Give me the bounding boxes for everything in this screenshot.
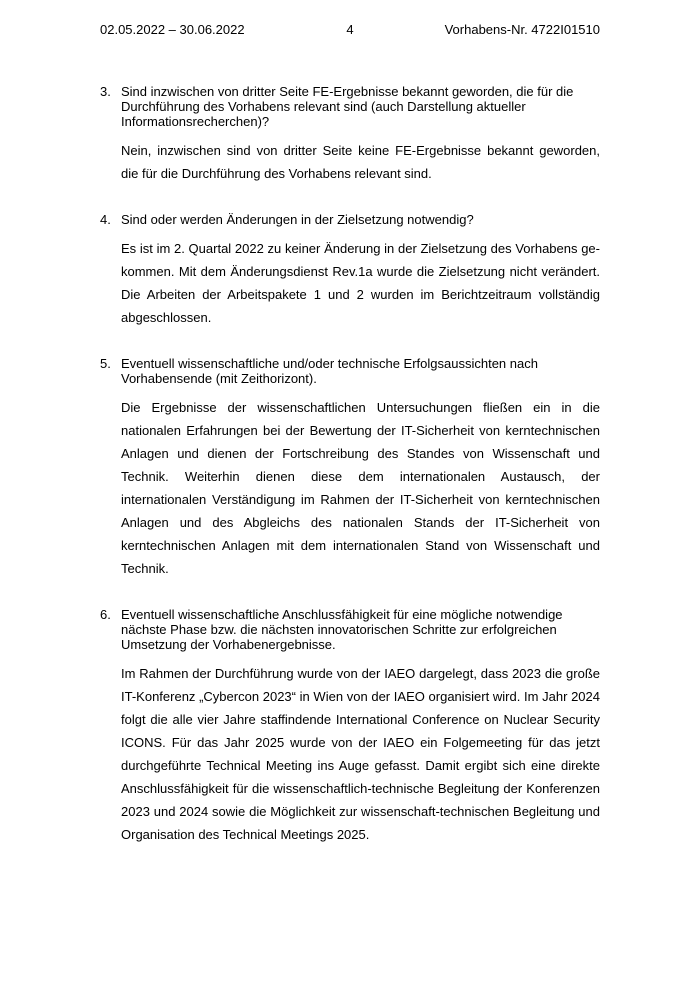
header-project-number: Vorhabens-Nr. 4722I01510 bbox=[444, 22, 600, 37]
section-5 bbox=[100, 356, 600, 580]
header-page-number: 4 bbox=[346, 22, 354, 37]
answer-text: Die Ergebnisse der wissenschaftlichen Untersuchungen fließen ein in die nationalen Erfahrungen bei der Bewertung der IT-Sicherheit von kerntechnischen Anlagen und dienen der Fortschreibung des Standes von Wissenschaft und Technik. Weiterhin dienen diese dem internationalen Austausch, der internationalen Verständigung im Rahmen der IT-Sicherheit von kerntechnischen Anlagen und des Abgleichs des nationalen Stands der IT-Sicherheit von kerntechnischen Anlagen mit dem internationalen Stand von Wissenschaft und Technik. bbox=[121, 400, 600, 576]
question-row bbox=[100, 212, 600, 227]
question-row bbox=[100, 84, 600, 129]
question-text: Eventuell wissenschaftliche und/oder technische Erfolgsaussichten nach Vorhabensende (mit Zeithorizont). bbox=[121, 356, 538, 386]
section-number: 6. bbox=[100, 607, 111, 622]
document-body bbox=[100, 84, 600, 873]
answer-text: Im Rahmen der Durchführung wurde von der IAEO dargelegt, dass 2023 die große IT-Konferenz „Cybercon 2023“ in Wien von der IAEO organisiert wird. Im Jahr 2024 folgt die alle vier Jahre staffindende International Conference on Nuclear Security ICONS. Für das Jahr 2025 wurde von der IAEO ein Folgemeeting für das jetzt durchgeführte Technical Meeting ins Auge gefasst. Damit ergibt sich eine direkte Anschlussfähigkeit für die wissenschaftlich-technische Begleitung der Konferenzen 2023 und 2024 sowie die Möglichkeit zur wissenschaft-technischen Begleitung und Organisation des Technical Meetings 2025. bbox=[121, 666, 600, 842]
section-4 bbox=[100, 212, 600, 329]
section-3 bbox=[100, 84, 600, 185]
section-number: 5. bbox=[100, 356, 111, 371]
section-number: 3. bbox=[100, 84, 111, 99]
answer-text: Es ist im 2. Quartal 2022 zu keiner Änderung in der Zielsetzung des Vorhabens ge-kommen. Mit dem Änderungsdienst Rev.1a wurde die Zielsetzung nicht verändert. Die Arbeiten der Arbeitspakete 1 und 2 wurden im Berichtzeitraum vollständig abgeschlossen. bbox=[121, 241, 600, 325]
page-header bbox=[100, 22, 600, 38]
section-6 bbox=[100, 607, 600, 846]
question-text: Eventuell wissenschaftliche Anschlussfähigkeit für eine mögliche notwendige nächste Phase bzw. die nächsten innovatorischen Schritte zur erfolgreichen Umsetzung der Vorhabenergebnisse. bbox=[121, 607, 563, 652]
header-date-range: 02.05.2022 – 30.06.2022 bbox=[100, 22, 245, 37]
section-number: 4. bbox=[100, 212, 111, 227]
question-row bbox=[100, 356, 600, 386]
answer-text: Nein, inzwischen sind von dritter Seite keine FE-Ergebnisse bekannt geworden, die für die Durchführung des Vorhabens relevant sind. bbox=[121, 143, 600, 181]
question-text: Sind oder werden Änderungen in der Zielsetzung notwendig? bbox=[121, 212, 474, 227]
question-row bbox=[100, 607, 600, 652]
question-text: Sind inzwischen von dritter Seite FE-Ergebnisse bekannt geworden, die für die Durchführung des Vorhabens relevant sind (auch Darstellung aktueller Informationsrecherchen)? bbox=[121, 84, 574, 129]
